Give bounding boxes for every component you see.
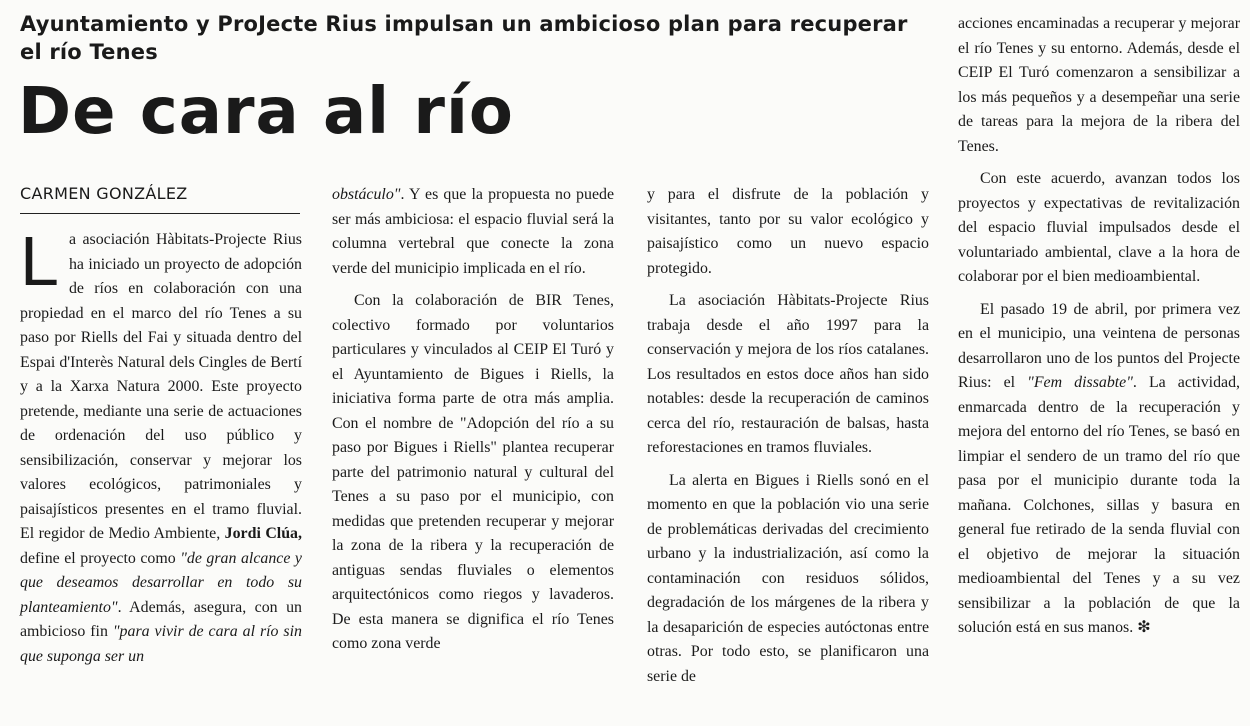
article-byline: CARMEN GONZÁLEZ	[20, 183, 300, 214]
quote: "Fem dissabte"	[1027, 374, 1133, 391]
paragraph-text: . La actividad, enmarcada dentro de la recuperación y mejora del entorno del río Tenes, se basó en limpiar el sendero de un tramo del río que pasa por el municipio durante toda la mañana. Colchones, sillas y basura en general fue retirado de la senda fluvial con el objetivo de mejorar la situación medioambiental del Tenes y a su vez sensibilizar a la población de que la solución está en sus manos.	[958, 374, 1241, 636]
article-headline: De cara al río	[18, 75, 514, 149]
quote: "para vivir de cara al río sin que suponga ser un	[20, 623, 302, 665]
article-kicker: Ayuntamiento y ProJecte Rius impulsan un ambicioso plan para recuperar el río Tenes	[20, 12, 908, 64]
paragraph-text: . Además, asegura, con un ambicioso fin	[20, 598, 302, 640]
paragraph-text: a asociación Hàbitats-Projecte Rius ha iniciado un proyecto de adopción de ríos en colaboración con una propiedad en el marco del río Tenes a su paso por Riells del Fai y situada dentro del Espai d'Interès Natural dels Cingles de Bertí y a la Xarxa Natura 2000. Este proyecto pretende, mediante una serie de actuaciones de ordenación del uso público y sensibilización, conservar y mejorar los valores ecológicos, patrimoniales y paisajísticos presentes en el tramo fluvial. El regidor de Medio Ambiente,	[20, 231, 302, 542]
paragraph	[332, 183, 614, 281]
paragraph: acciones encaminadas a recuperar y mejorar el río Tenes y su entorno. Además, desde el CEIP El Turó comenzaron a sensibilizar a los más pequeños y a desempeñar una serie de tareas para la mejora de la ribera del Tenes.	[958, 15, 1240, 155]
paragraph: La alerta en Bigues i Riells sonó en el momento en que la población vio una serie de problemáticas derivadas del crecimiento urbano y la industrialización, así como la contaminación con residuos sólidos, degradación de los márgenes de la ribera y la desaparición de especies autóctonas entre otras. Por todo esto, se planificaron una serie de	[647, 471, 929, 685]
person-name: Jordi Clúa,	[224, 525, 302, 542]
quote: obstáculo"	[332, 186, 401, 203]
article-column-1	[20, 222, 302, 669]
paragraph: La asociación Hàbitats-Projecte Rius trabaja desde el año 1997 para la conservación y mejora de los ríos catalanes. Los resultados en estos doce años han sido notables: desde la recuperación de caminos cerca del río, restauración de balsas, hasta reforestaciones en tramos fluviales.	[647, 292, 929, 456]
end-mark-icon: ❇	[1137, 619, 1151, 636]
paragraph: Con la colaboración de BIR Tenes, colectivo formado por voluntarios particulares y vinculados al CEIP El Turó y el Ayuntamiento de Bigues i Riells, la iniciativa forma parte de otra más amplia. Con el nombre de "Adopción del río a su paso por Bigues i Riells" plantea recuperar parte del patrimonio natural y cultural del Tenes a su paso por el municipio, con medidas que pretenden recuperar y mejorar la zona de la ribera y la recuperación de antiguas sendas fluviales o elementos arquitectónicos como riegos y lavaderos. De esta manera se dignifica el río Tenes como zona verde	[332, 292, 614, 652]
paragraph-text: define el proyecto como	[20, 549, 181, 567]
article-column-3	[647, 183, 929, 689]
quote: "de gran alcance y que deseamos desarrollar en todo su planteamiento"	[20, 549, 302, 616]
paragraph: Con este acuerdo, avanzan todos los proyectos y expectativas de revitalización del espacio fluvial impulsados desde el voluntariado ambiental, clave a la hora de colaborar por el bien medioambiental.	[958, 170, 1240, 285]
paragraph-text: El pasado 19 de abril, por primera vez en el municipio, una veintena de personas desarrollaron uno de los puntos del Projecte Rius: el	[958, 300, 1240, 391]
paragraph: y para el disfrute de la población y visitantes, tanto por su valor ecológico y paisajístico como un nuevo espacio protegido.	[647, 186, 929, 277]
article-column-4	[958, 12, 1240, 641]
paragraph	[20, 222, 302, 669]
drop-cap: L	[20, 222, 59, 300]
paragraph-text: . Y es que la propuesta no puede ser más ambiciosa: el espacio fluvial será la columna vertebral que conecte la zona verde del municipio implicada en el río.	[332, 186, 614, 277]
paragraph	[958, 298, 1240, 641]
article-column-2	[332, 183, 614, 657]
